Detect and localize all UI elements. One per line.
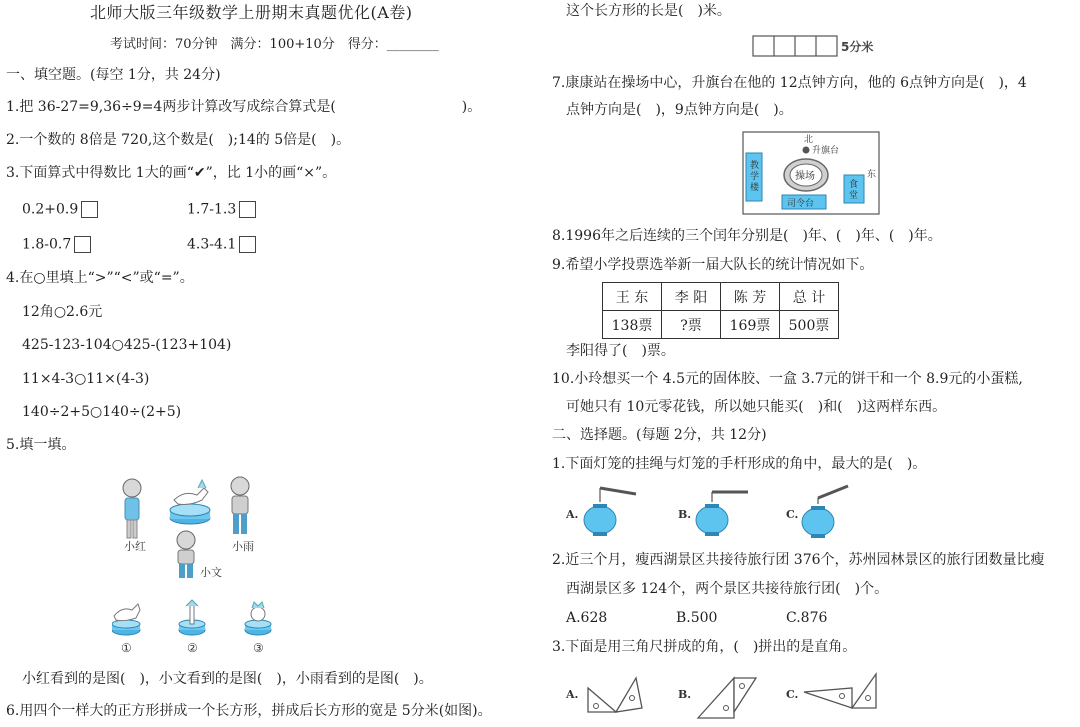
value-cell: 138票 (603, 311, 662, 339)
lantern-a-icon (566, 488, 636, 536)
question-10-line-1: 10.小玲想买一个 4.5元的固体胶、一盒 3.7元的饼干和一个 8.9元的小蛋糕, (552, 371, 1023, 387)
q4-item-2: 425-123-104○425-(123+104) (22, 337, 232, 353)
choice-2-line-1: 2.近三个月，瘦西湖景区共接待旅行团 376个，苏州园林景区的旅行团数量比瘦 (552, 552, 1045, 568)
q3-expr-1: 0.2+0.9 (22, 201, 98, 218)
q3-expr-2: 1.7-1.3 (187, 201, 256, 218)
choice-2-option-b: B.500 (676, 610, 718, 626)
page-title: 北师大版三年级数学上册期末真题优化(A卷) (90, 3, 413, 22)
svg-text:A.: A. (566, 688, 579, 701)
question-6: 6.用四个一样大的正方形拼成一个长方形，拼成后长方形的宽是 5分米(如图)。 (6, 703, 492, 719)
option-3-label: ③ (253, 641, 264, 655)
child-xiaohong-icon (123, 479, 141, 538)
building-label: 教学楼 (750, 161, 760, 193)
q6-rectangle-figure (752, 34, 882, 58)
width-label: 5分米 (841, 40, 874, 54)
lantern-options-figure (566, 482, 856, 540)
lantern-c-icon (786, 486, 848, 538)
answer-box[interactable] (74, 236, 91, 253)
choice-3: 3.下面是用三角尺拼成的角，( )拼出的是直角。 (552, 639, 857, 655)
view-option-2-icon (179, 600, 205, 635)
question-5: 5.填一填。 (6, 437, 76, 453)
value-cell: 169票 (721, 311, 780, 339)
header-cell: 李 阳 (662, 283, 721, 311)
question-6-continued: 这个长方形的长是( )米。 (566, 3, 731, 19)
question-9: 9.希望小学投票选举新一届大队长的统计情况如下。 (552, 257, 874, 273)
q3-expr-3: 1.8-0.7 (22, 236, 91, 253)
q4-item-3: 11×4-3○11×(4-3) (22, 371, 150, 387)
question-4: 4.在○里填上“>”“<”或“=”。 (6, 270, 194, 286)
question-10-line-2: 可她只有 10元零花钱，所以她只能买( )和( )这两样东西。 (566, 399, 947, 415)
question-8: 8.1996年之后连续的三个闰年分别是( )年、( )年、( )年。 (552, 228, 942, 244)
header-cell: 王 东 (603, 283, 662, 311)
stage-label: 司令台 (787, 199, 815, 209)
triangle-options-figure (566, 668, 886, 724)
svg-text:B.: B. (678, 508, 692, 521)
svg-text:C.: C. (786, 688, 799, 701)
question-9-answer: 李阳得了( )票。 (566, 343, 675, 359)
label-xiaohong: 小红 (124, 540, 146, 553)
q3-expr-4: 4.3-4.1 (187, 236, 256, 253)
option-2-label: ② (187, 641, 198, 655)
svg-text:B.: B. (678, 688, 692, 701)
header-cell: 总 计 (780, 283, 839, 311)
answer-box[interactable] (81, 201, 98, 218)
question-5-answer: 小红看到的是图( )，小文看到的是图( )，小雨看到的是图( )。 (22, 671, 433, 687)
option-1-label: ① (121, 641, 132, 655)
answer-box[interactable] (239, 201, 256, 218)
question-1: 1.把 36-27=9,36÷9=4两步计算改写成综合算式是( )。 (6, 99, 482, 115)
label-xiaoyu: 小雨 (232, 540, 254, 553)
triangle-a-icon (566, 678, 642, 712)
north-label: 北 (804, 135, 814, 145)
campus-map-figure (742, 131, 880, 215)
q4-item-1: 12角○2.6元 (22, 304, 103, 320)
question-3: 3.下面算式中得数比 1大的画“✔”，比 1小的画“×”。 (6, 165, 337, 181)
vote-table (602, 282, 839, 339)
carousel-horse-icon (170, 480, 210, 524)
child-xiaoyu-icon (231, 477, 249, 534)
answer-box[interactable] (239, 236, 256, 253)
field-label: 操场 (795, 171, 815, 182)
vote-table-header-row (603, 283, 839, 311)
child-xiaowen-icon (177, 531, 195, 578)
choice-2-option-a: A.628 (566, 610, 608, 626)
value-cell: 500票 (780, 311, 839, 339)
svg-text:C.: C. (786, 508, 799, 521)
choice-2-line-2: 西湖景区多 124个，两个景区共接待旅行团( )个。 (566, 581, 889, 597)
section-fill-blank: 一、填空题。(每空 1分，共 24分) (6, 67, 221, 83)
vote-table-value-row (603, 311, 839, 339)
section-choice: 二、选择题。(每题 2分，共 12分) (552, 427, 767, 443)
exam-info: 考试时间：70分钟 满分：100+10分 得分：________ (110, 37, 439, 52)
q5-scene-figure (112, 470, 292, 660)
header-cell: 陈 芳 (721, 283, 780, 311)
triangle-c-icon (786, 674, 876, 708)
label-xiaowen: 小文 (200, 566, 222, 579)
choice-2-option-c: C.876 (786, 610, 828, 626)
value-cell: ?票 (662, 311, 721, 339)
svg-text:A.: A. (566, 508, 579, 521)
question-2: 2.一个数的 8倍是 720,这个数是( );14的 5倍是( )。 (6, 132, 351, 148)
question-7-line-2: 点钟方向是( )，9点钟方向是( )。 (566, 102, 793, 118)
q4-item-4: 140÷2+5○140÷(2+5) (22, 404, 182, 420)
view-option-1-icon (112, 604, 140, 635)
question-7-line-1: 7.康康站在操场中心，升旗台在他的 12点钟方向，他的 6点钟方向是( )，4 (552, 75, 1027, 91)
view-option-3-icon (245, 602, 271, 635)
flag-platform-label: 升旗台 (812, 146, 840, 156)
triangle-b-icon (678, 678, 756, 718)
east-label: 东 (867, 170, 877, 180)
choice-1: 1.下面灯笼的挂绳与灯笼的手杆形成的角中，最大的是( )。 (552, 456, 927, 472)
canteen-label: 食堂 (849, 180, 859, 201)
lantern-b-icon (678, 492, 748, 536)
